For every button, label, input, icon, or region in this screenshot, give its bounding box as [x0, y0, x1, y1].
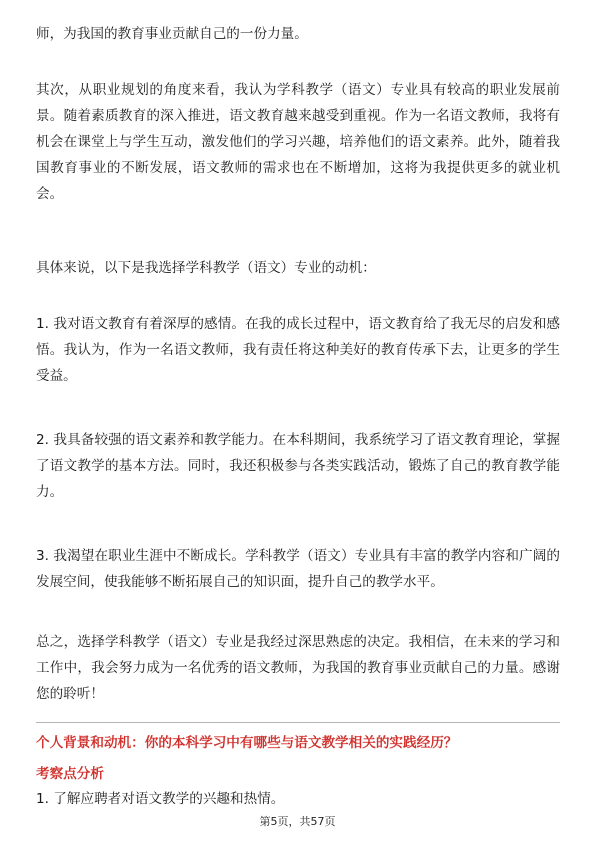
section-divider [36, 722, 560, 723]
paragraph-motivation-2: 2. 我具备较强的语文素养和教学能力。在本科期间，我系统学习了语文教育理论，掌握了语文教学的基本方法。同时，我还积极参与各类实践活动，锻炼了自己的教育教学能力。 [36, 432, 560, 500]
paragraph-motivation-intro: 具体来说，以下是我选择学科教学（语文）专业的动机： [36, 260, 376, 276]
analysis-section-title: 考察点分析 [36, 766, 104, 782]
page-number-footer: 第5页，共57页 [259, 815, 336, 828]
paragraph-motivation-3: 3. 我渴望在职业生涯中不断成长。学科教学（语文）专业具有丰富的教学内容和广阔的发展空间，使我能够不断拓展自己的知识面，提升自己的教学水平。 [36, 548, 560, 590]
interview-question: 个人背景和动机：你的本科学习中有哪些与语文教学相关的实践经历？ [36, 735, 458, 751]
paragraph-closing-line: 师，为我国的教育事业贡献自己的一份力量。 [36, 26, 308, 42]
paragraph-conclusion: 总之，选择学科教学（语文）专业是我经过深思熟虑的决定。我相信，在未来的学习和工作中，我会努力成为一名优秀的语文教师，为我国的教育事业贡献自己的力量。感谢您的聆听！ [36, 634, 560, 702]
paragraph-career-planning: 其次，从职业规划的角度来看，我认为学科教学（语文）专业具有较高的职业发展前景。随着素质教育的深入推进，语文教育越来越受到重视。作为一名语文教师，我将有机会在课堂上与学生互动，激发他们的学习兴趣，培养他们的语文素养。此外，随着我国教育事业的不断发展，语文教师的需求也在不断增加，这将为我提供更多的就业机会。 [36, 82, 560, 202]
analysis-item-1: 1. 了解应聘者对语文教学的兴趣和热情。 [36, 791, 285, 807]
paragraph-motivation-1: 1. 我对语文教育有着深厚的感情。在我的成长过程中，语文教育给了我无尽的启发和感悟。我认为，作为一名语文教师，我有责任将这种美好的教育传承下去，让更多的学生受益。 [36, 316, 560, 384]
